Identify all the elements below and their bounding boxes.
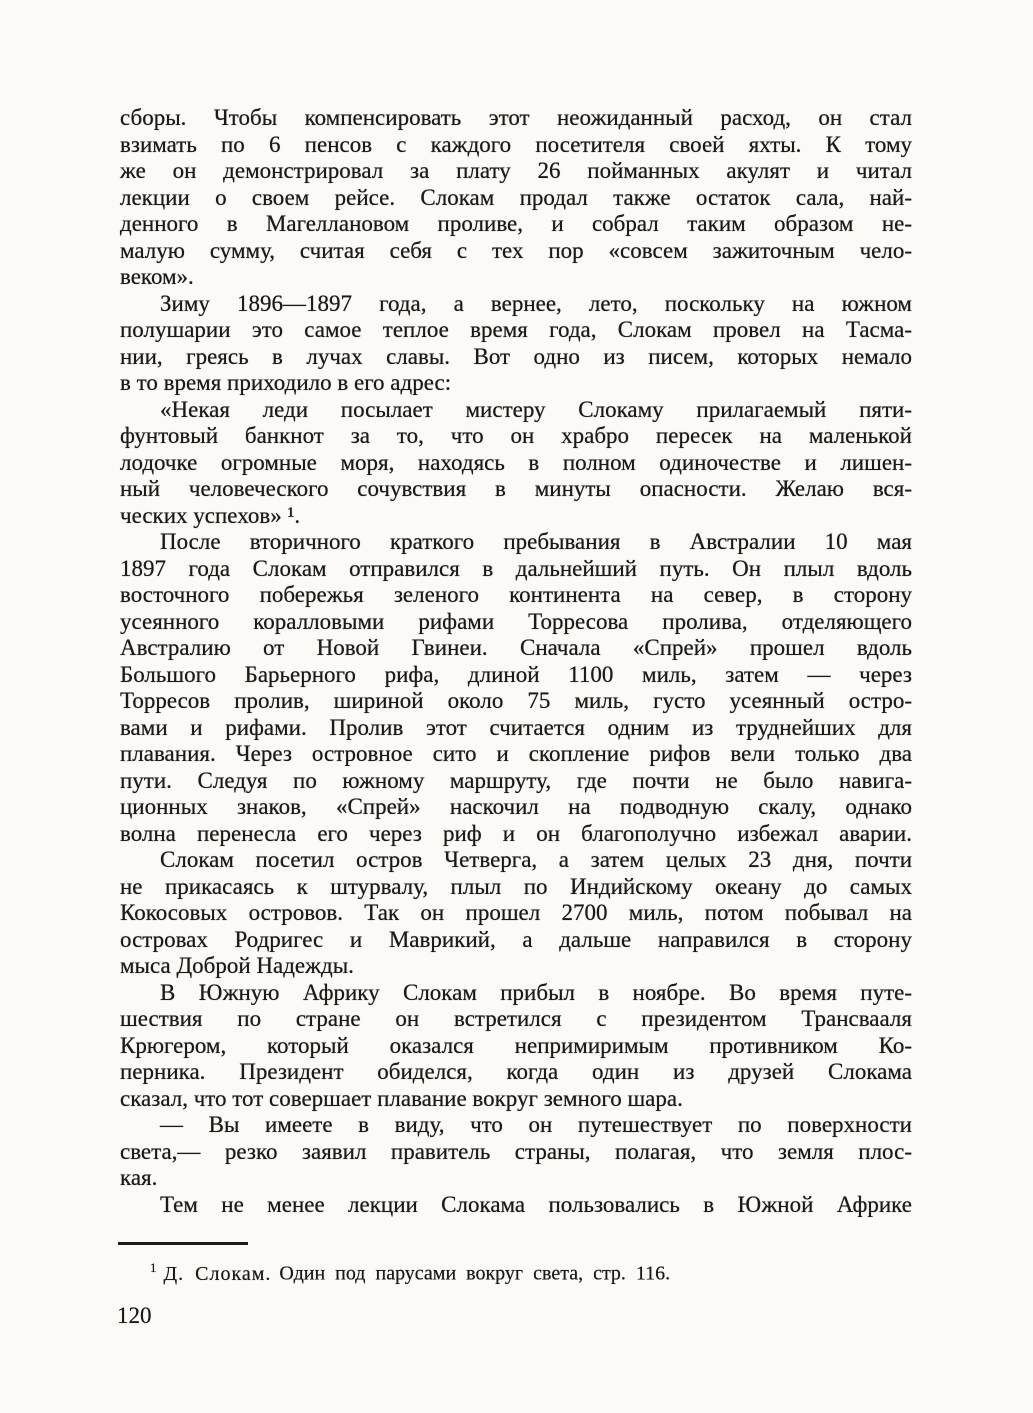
text-line: кая. — [120, 1165, 158, 1190]
footnote — [120, 1256, 912, 1286]
text-line: пути. Следуя по южному маршруту, где почти не было навига- — [120, 767, 912, 793]
text-line: сборы. Чтобы компенсировать этот неожиданный расход, он стал — [120, 105, 912, 130]
text-line: В Южную Африку Слокам прибыл в ноябре. Во время путе- — [160, 979, 912, 1005]
text-line: Слокам посетил остров Четверга, а затем целых 23 дня, почти — [160, 847, 912, 872]
paragraph — [120, 291, 912, 397]
text-line: веком». — [120, 264, 194, 289]
text-line: островах Родригес и Маврикий, а дальше направился в сторону — [120, 926, 912, 952]
paragraph — [120, 1112, 912, 1192]
text-line: не прикасаясь к штурвалу, плыл по Индийскому океану до самых — [120, 873, 912, 899]
text-line: Кокосовых островов. Так он прошел 2700 миль, потом побывал на — [120, 900, 912, 925]
footnote-text: Один под парусами вокруг света, стр. 116. — [279, 1262, 671, 1285]
paragraph — [120, 980, 912, 1113]
text-line: восточного побережья зеленого континента на север, в сторону — [120, 582, 912, 607]
text-line: 1897 года Слокам отправился в дальнейший путь. Он плыл вдоль — [120, 555, 912, 581]
paragraph — [120, 1192, 912, 1219]
page-number: 120 — [117, 1303, 152, 1328]
text-line: После вторичного краткого пребывания в Австралии 10 мая — [160, 529, 912, 554]
text-line: — Вы имеете в виду, что он путешествует по поверхности — [160, 1112, 912, 1137]
text-line: волна перенесла его через риф и он благополучно избежал аварии. — [120, 820, 912, 846]
footnote-divider — [118, 1242, 248, 1245]
text-line: малую сумму, считая себя с тех пор «совсем зажиточным чело- — [120, 237, 912, 263]
text-line: вами и рифами. Пролив этот считается одним из труднейших для — [120, 714, 912, 740]
text-line: ческих успехов» ¹. — [120, 502, 301, 528]
text-line: перника. Президент обиделся, когда один из друзей Слокама — [120, 1059, 912, 1084]
text-line: ный человеческого сочувствия в минуты опасности. Желаю вся- — [120, 476, 912, 501]
text-block — [120, 105, 912, 1218]
text-line: Большого Барьерного рифа, длиной 1100 миль, затем — через — [120, 661, 912, 687]
text-line: «Некая леди посылает мистеру Слокаму прилагаемый пяти- — [160, 396, 912, 422]
text-line: шествия по стране он встретился с президентом Трансвааля — [120, 1006, 912, 1031]
text-line: взимать по 6 пенсов с каждого посетителя своей яхты. К тому — [120, 131, 912, 157]
text-line: лодочке огромные моря, находясь в полном одиночестве и лишен- — [120, 449, 912, 475]
text-line: мыса Доброй Надежды. — [120, 953, 354, 978]
text-line: сказал, что тот совершает плавание вокруг земного шара. — [120, 1085, 683, 1111]
text-line: плавания. Через островное сито и скопление рифов вели только два — [120, 741, 912, 766]
text-line: же он демонстрировал за плату 26 пойманных акулят и читал — [120, 158, 912, 183]
paragraph — [120, 529, 912, 847]
paragraph — [120, 397, 912, 530]
footnote-marker: 1 — [150, 1260, 157, 1275]
paragraph — [120, 847, 912, 980]
text-line: денного в Магеллановом проливе, и собрал таким образом не- — [120, 211, 912, 236]
text-line: Крюгером, который оказался непримиримым противником Ко- — [120, 1032, 912, 1058]
text-line: усеянного коралловыми рифами Торресова пролива, отделяющего — [120, 608, 912, 634]
text-line: Торресов пролив, шириной около 75 миль, густо усеянный остро- — [120, 688, 912, 713]
text-line: ционных знаков, «Спрей» наскочил на подводную скалу, однако — [120, 794, 912, 819]
footnote-author: Д. Слокам. — [163, 1262, 272, 1285]
text-line: нии, греясь в лучах славы. Вот одно из писем, которых немало — [120, 343, 912, 369]
text-line: света,— резко заявил правитель страны, полагая, что земля плос- — [120, 1138, 912, 1164]
text-line: Зиму 1896—1897 года, а вернее, лето, поскольку на южном — [160, 290, 912, 316]
text-line: Тем не менее лекции Слокама пользовались в Южной Африке — [160, 1191, 912, 1217]
paragraph — [120, 105, 912, 291]
text-line: полушарии это самое теплое время года, Слокам провел на Тасма- — [120, 317, 912, 342]
text-line: лекции о своем рейсе. Слокам продал также остаток сала, най- — [120, 184, 912, 210]
text-line: Австралию от Новой Гвинеи. Сначала «Спрей» прошел вдоль — [120, 635, 912, 660]
text-line: в то время приходило в его адрес: — [120, 370, 452, 395]
text-line: фунтовый банкнот за то, что он храбро пересек на маленькой — [120, 423, 912, 448]
